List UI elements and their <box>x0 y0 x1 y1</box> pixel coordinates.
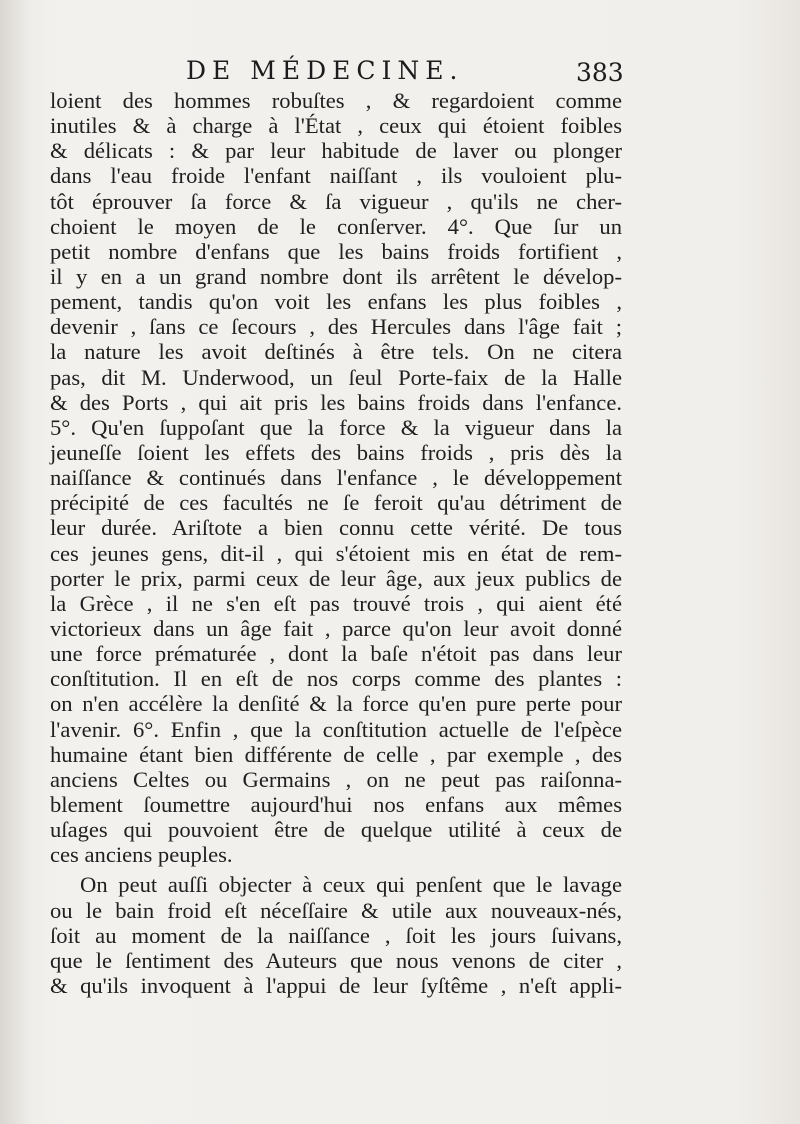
text-line: l'avenir. 6°. Enfin , que la conſtitution actuelle de l'eſpèce <box>50 716 622 742</box>
text-line: devenir , ſans ce ſecours , des Hercules dans l'âge fait ; <box>50 314 622 340</box>
text-line: ces anciens peuples. <box>50 842 233 868</box>
text-line: leur durée. Ariſtote a bien connu cette vérité. De tous <box>50 515 622 541</box>
text-line: blement ſoumettre aujourd'hui nos enfans aux mêmes <box>50 791 622 817</box>
text-line: il y en a un grand nombre dont ils arrêtent le dévelop- <box>50 263 622 289</box>
text-line: On peut auſſi objecter à ceux qui penſent que le lavage <box>80 872 622 898</box>
text-line: petit nombre d'enfans que les bains froids fortifient , <box>50 238 622 264</box>
text-line: tôt éprouver ſa force & ſa vigueur , qu'ils ne cher- <box>50 188 622 214</box>
text-line: la Grèce , il ne s'en eſt pas trouvé trois , qui aient été <box>50 590 622 616</box>
paragraph <box>50 872 622 998</box>
text-line: on n'en accélère la denſité & la force qu'en pure perte pour <box>50 691 622 717</box>
text-line: la nature les avoit deſtinés à être tels. On ne citera <box>50 339 622 365</box>
text-line: choient le moyen de le conſerver. 4°. Que ſur un <box>50 213 622 239</box>
text-line: une force prématurée , dont la baſe n'étoit pas dans leur <box>50 641 622 667</box>
text-line: anciens Celtes ou Germains , on ne peut pas raiſonna- <box>50 766 622 792</box>
text-line: précipité de ces facultés ne ſe feroit qu'au détriment de <box>50 490 622 516</box>
text-line: porter le prix, parmi ceux de leur âge, aux jeux publics de <box>50 565 622 591</box>
text-line: naiſſance & continués dans l'enfance , le développement <box>50 465 622 491</box>
text-line: 5°. Qu'en ſuppoſant que la force & la vigueur dans la <box>50 414 622 440</box>
text-line: ſoit au moment de la naiſſance , ſoit les jours ſuivans, <box>50 922 622 948</box>
text-line: & délicats : & par leur habitude de laver ou plonger <box>50 138 622 164</box>
text-line: uſages qui pouvoient être de quelque utilité à ceux de <box>50 817 622 843</box>
text-line: & qu'ils invoquent à l'appui de leur ſyſtême , n'eſt appli- <box>50 972 622 998</box>
text-line: ou le bain froid eſt néceſſaire & utile aux nouveaux-nés, <box>50 897 622 923</box>
text-line: pas, dit M. Underwood, un ſeul Porte-faix de la Halle <box>50 364 622 390</box>
page-header <box>0 56 800 92</box>
body-text <box>50 88 622 998</box>
text-line: loient des hommes robuſtes , & regardoient comme <box>50 88 622 113</box>
running-head: DE MÉDECINE. <box>186 56 464 85</box>
paragraph <box>50 88 622 867</box>
text-line: victorieux dans un âge fait , parce qu'on leur avoit donné <box>50 615 622 641</box>
text-line: jeuneſſe ſoient les effets des bains froids , pris dès la <box>50 439 622 465</box>
text-line: pement, tandis qu'on voit les enfans les plus foibles , <box>50 289 622 315</box>
text-line: humaine étant bien différente de celle , par exemple , des <box>50 741 622 767</box>
text-line: & des Ports , qui ait pris les bains froids dans l'enfance. <box>50 389 622 415</box>
text-line: ces jeunes gens, dit-il , qui s'étoient mis en état de rem- <box>50 540 622 566</box>
text-line: inutiles & à charge à l'État , ceux qui étoient foibles <box>50 113 622 139</box>
page-number: 383 <box>576 58 624 87</box>
text-line: que le ſentiment des Auteurs que nous venons de citer , <box>50 947 622 973</box>
text-line: dans l'eau froide l'enfant naiſſant , ils vouloient plu- <box>50 163 622 189</box>
text-line: conſtitution. Il en eſt de nos corps comme des plantes : <box>50 666 622 692</box>
